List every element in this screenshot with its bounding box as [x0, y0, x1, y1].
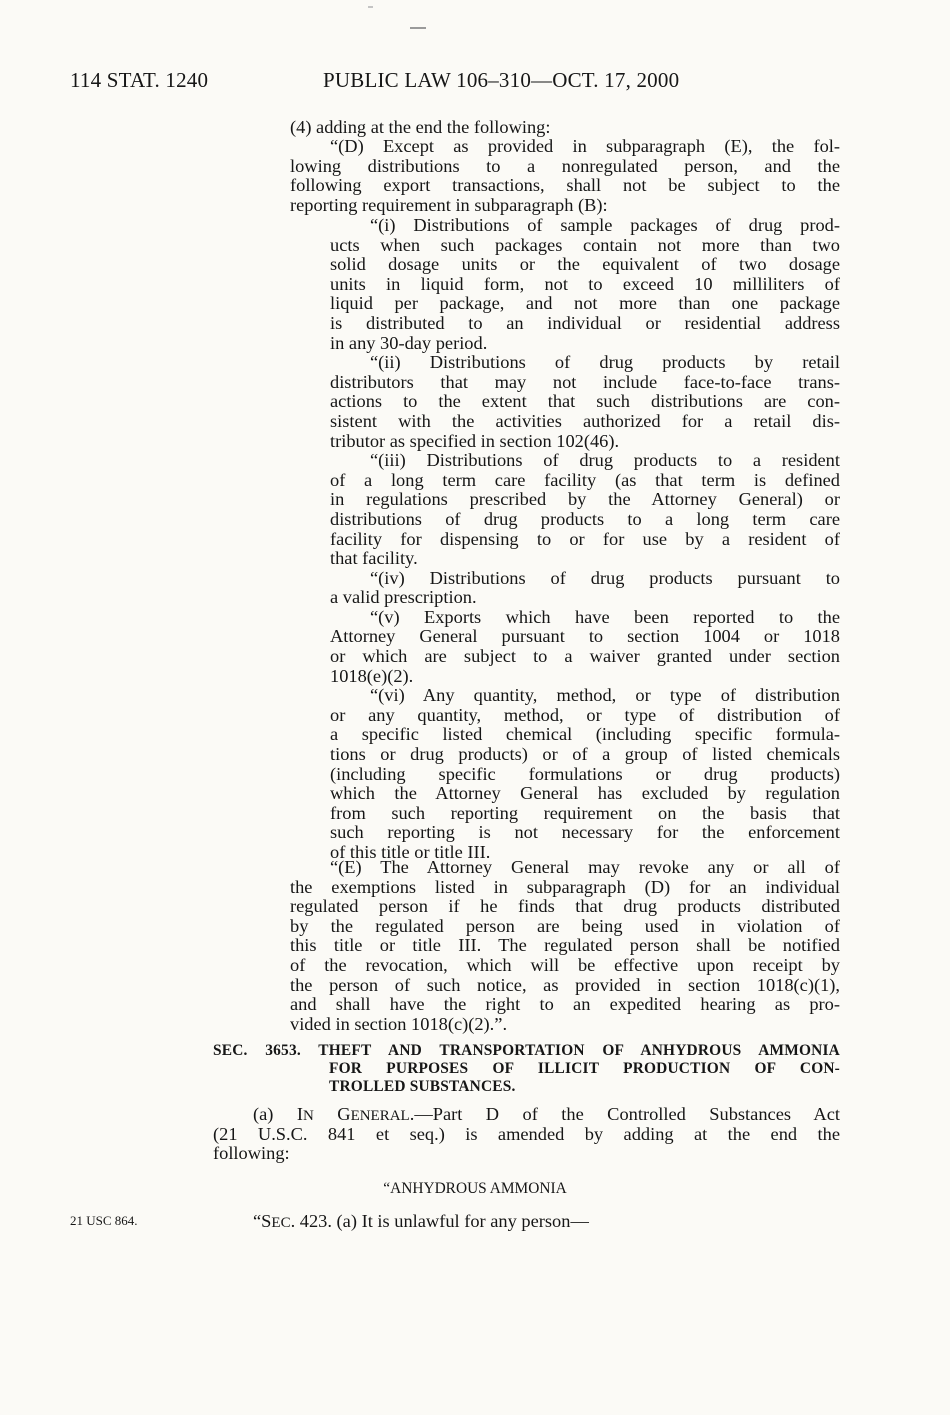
text-line: ucts when such packages contain not more than two: [330, 234, 840, 255]
clause: [330, 353, 840, 451]
text-line: vided in section 1018(c)(2).”.: [290, 1013, 508, 1034]
text-line: sistent with the activities authorized for a retail dis-: [330, 410, 840, 431]
text-line: actions to the extent that such distributions are con-: [330, 391, 840, 412]
text-line: “(i) Distributions of sample packages of drug prod-: [370, 215, 840, 235]
text-line: a valid prescription.: [330, 587, 477, 608]
text-line: “(E) The Attorney General may revoke any or all of: [330, 857, 840, 877]
text-line: solid dosage units or the equivalent of two dosage: [330, 254, 840, 275]
text-line: lowing distributions to a nonregulated person, and the: [290, 155, 840, 176]
text-line: which the Attorney General has excluded by regulation: [330, 783, 840, 804]
text-line: by the regulated person are being used in violation of: [290, 915, 840, 936]
text-line: tributor as specified in section 102(46).: [330, 430, 620, 451]
text-line: (a) IN GENERAL.—Part D of the Controlled Substances Act: [253, 1104, 840, 1124]
text-line: from such reporting requirement on the basis that: [330, 802, 840, 823]
text-line: this title or title III. The regulated person shall be notified: [290, 935, 840, 956]
subparagraph-d: [290, 137, 840, 215]
text-line: is distributed to an individual or residential address: [330, 312, 840, 333]
text-line: “(iii) Distributions of drug products to a resident: [370, 450, 840, 471]
text-line: that facility.: [330, 548, 418, 569]
subparagraph-e: [290, 858, 840, 1034]
text-line: of this title or title III.: [330, 842, 491, 862]
text-line: (21 U.S.C. 841 et seq.) is amended by adding at the end the: [213, 1123, 840, 1144]
subsection-a: [213, 1105, 840, 1164]
scan-mark: [410, 27, 426, 29]
amendment-item-4: [290, 118, 840, 138]
text-line: distributions of drug products to a long term care: [330, 508, 840, 529]
section-heading-line: FOR PURPOSES OF ILLICIT PRODUCTION OF CON-: [329, 1060, 840, 1077]
section-423-opening: “SEC. 423. (a) It is unlawful for any person—: [253, 1211, 589, 1231]
clause: [330, 608, 840, 686]
clause: [330, 216, 840, 353]
text-line: 1018(e)(2).: [330, 665, 414, 686]
text-line: Attorney General pursuant to section 1004 or 1018: [330, 626, 840, 647]
text-line: “(v) Exports which have been reported to the: [370, 606, 840, 627]
text-line: in any 30-day period.: [330, 332, 488, 353]
text-line: regulated person if he finds that drug products distributed: [290, 896, 840, 917]
text-line: or any quantity, method, or type of distribution of: [330, 704, 840, 725]
running-head: PUBLIC LAW 106–310—OCT. 17, 2000: [323, 68, 680, 92]
text-line: following export transactions, shall not be subject to the: [290, 175, 840, 196]
section-heading-line: SEC. 3653. THEFT AND TRANSPORTATION OF ANHYDROUS AMMONIA: [213, 1042, 840, 1059]
section-heading: [213, 1042, 840, 1096]
text-line: a specific listed chemical (including specific formula-: [330, 724, 840, 745]
text-line: (including specific formulations or drug products): [330, 763, 840, 784]
stat-page-number: 114 STAT. 1240: [70, 68, 209, 92]
text-line: such reporting is not necessary for the enforcement: [330, 822, 840, 843]
text-line: of a long term care facility (as that term is defined: [330, 469, 840, 490]
clause: [330, 686, 840, 862]
section-heading-line: TROLLED SUBSTANCES.: [329, 1078, 516, 1095]
scan-mark: [368, 6, 373, 8]
text-line: the exemptions listed in subparagraph (D) for an individual: [290, 876, 840, 897]
clause: [330, 451, 840, 569]
text-line: “(iv) Distributions of drug products pursuant to: [370, 567, 840, 588]
text-line: facility for dispensing to or for use by a resident of: [330, 528, 840, 549]
text-line: units in liquid form, not to exceed 10 milliliters of: [330, 273, 840, 294]
text-line: “(vi) Any quantity, method, or type of distribution: [370, 685, 840, 706]
text-line: “(D) Except as provided in subparagraph (E), the fol-: [330, 136, 840, 156]
text-line: distributors that may not include face-to-face trans-: [330, 371, 840, 392]
text-line: liquid per package, and not more than one package: [330, 293, 840, 314]
text-line: tions or drug products) or of a group of listed chemicals: [330, 744, 840, 765]
text-line: in regulations prescribed by the Attorney General) or: [330, 489, 840, 510]
clause-list: [290, 216, 840, 863]
anhydrous-ammonia-heading: “ANHYDROUS AMMONIA: [383, 1180, 567, 1197]
text-line: (4) adding at the end the following:: [290, 117, 551, 137]
text-line: or which are subject to a waiver granted under section: [330, 646, 840, 667]
text-line: of the revocation, which will be effective upon receipt by: [290, 954, 840, 975]
usc-margin-note: 21 USC 864.: [70, 1213, 138, 1228]
text-line: the person of such notice, as provided in section 1018(c)(1),: [290, 974, 840, 995]
clause: [330, 569, 840, 608]
text-line: and shall have the right to an expedited hearing as pro-: [290, 994, 840, 1015]
text-line: reporting requirement in subparagraph (B):: [290, 194, 608, 215]
text-line: following:: [213, 1143, 290, 1164]
text-line: “(ii) Distributions of drug products by retail: [370, 352, 840, 373]
